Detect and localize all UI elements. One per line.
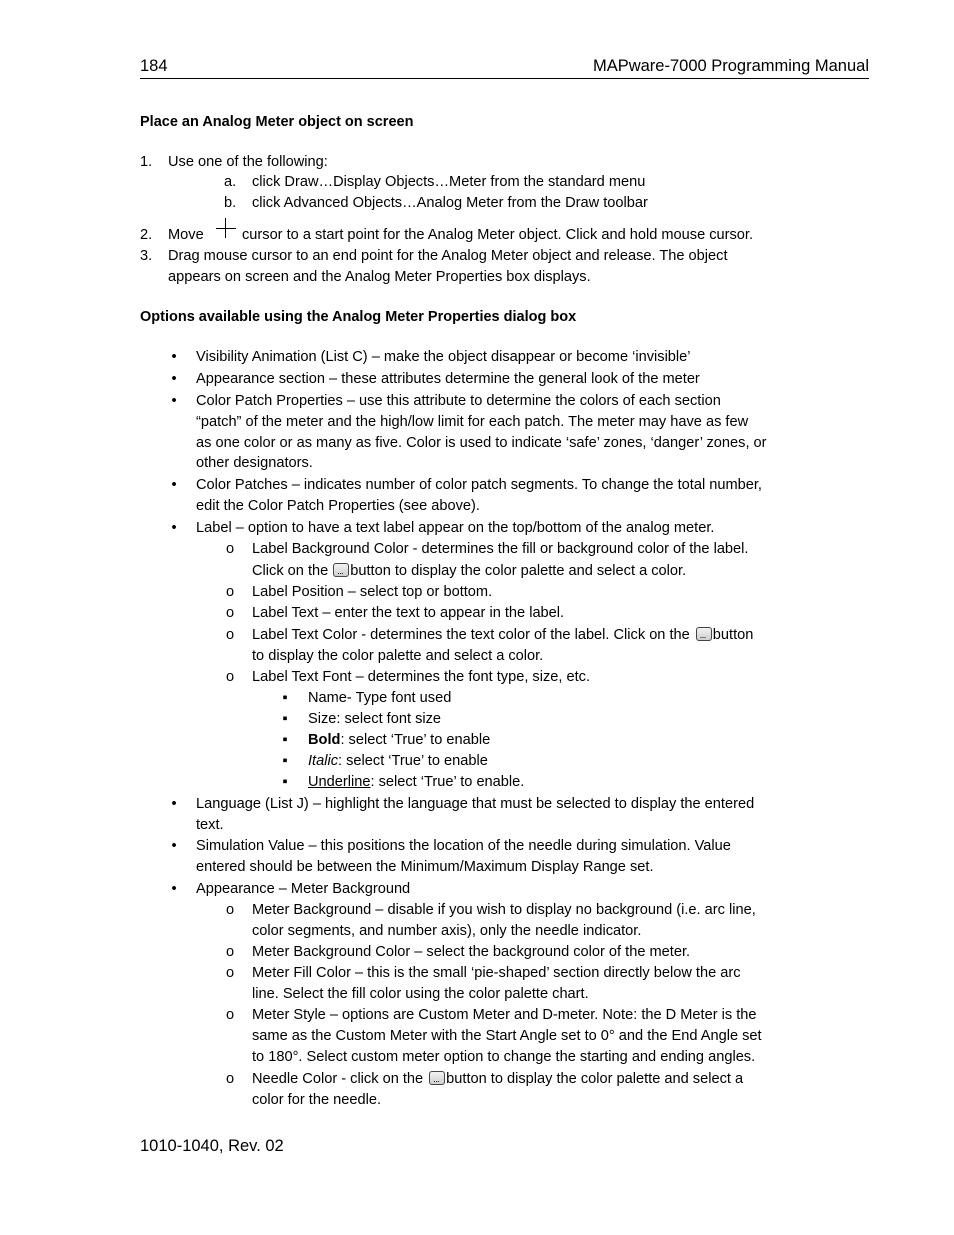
sub-bullet-text: to 180°. Select custom meter option to change the starting and ending angles. [252, 1049, 756, 1065]
sub-bullet-text: color for the needle. [252, 1092, 381, 1108]
bullet-marker: • [171, 349, 177, 365]
header-rule [140, 78, 869, 79]
italic-word: Italic [308, 753, 339, 769]
sub-bullet-text: Label Background Color - determines the fill or background color of the label. [252, 541, 749, 557]
bullet-text: entered should be between the Minimum/Maximum Display Range set. [196, 859, 654, 875]
sub-bullet-text: same as the Custom Meter with the Start Angle set to 0° and the End Angle set [252, 1028, 762, 1044]
bullet-marker: • [171, 520, 177, 536]
sub-bullet-text: Label Text – enter the text to appear in the label. [252, 605, 565, 621]
sub-bullet-text: line. Select the fill color using the color palette chart. [252, 986, 589, 1002]
crosshair-cursor-icon [216, 218, 236, 238]
underline-word: Underline [308, 774, 371, 790]
step-text-post: cursor to a start point for the Analog Meter object. Click and hold mouse cursor. [242, 227, 754, 243]
ellipsis-button-icon [696, 627, 712, 641]
circle-marker: o [225, 965, 235, 981]
sub-bullet-text: color segments, and number axis), only the needle indicator. [252, 923, 642, 939]
square-marker: ▪ [282, 732, 288, 748]
step-text: Use one of the following: [168, 154, 328, 170]
circle-marker: o [225, 902, 235, 918]
font-option-text: Name- Type font used [308, 690, 452, 706]
bullet-text: Color Patch Properties – use this attribute to determine the colors of each section [196, 393, 721, 409]
section-title-options: Options available using the Analog Meter Properties dialog box [140, 309, 577, 325]
font-option-text [308, 772, 524, 793]
bullet-text: Visibility Animation (List C) – make the object disappear or become ‘invisible’ [196, 349, 691, 365]
sub-bullet-text [252, 1069, 743, 1090]
step-text-pre: Move [168, 227, 204, 243]
step-number: 1. [140, 154, 153, 170]
bold-word: Bold [308, 732, 341, 748]
sub-bullet-text: Meter Style – options are Custom Meter and D-meter. Note: the D Meter is the [252, 1007, 757, 1023]
bullet-marker: • [171, 371, 177, 387]
text-rest: : select ‘True’ to enable [340, 732, 491, 748]
circle-marker: o [225, 944, 235, 960]
bullet-text: edit the Color Patch Properties (see above). [196, 498, 480, 514]
bullet-marker: • [171, 393, 177, 409]
circle-marker: o [225, 584, 235, 600]
page-number: 184 [140, 57, 168, 75]
substep-text: click Draw…Display Objects…Meter from the standard menu [252, 174, 646, 190]
step-number: 2. [140, 227, 153, 243]
bullet-text: Appearance – Meter Background [196, 881, 411, 897]
step-number: 3. [140, 248, 153, 264]
bullet-text: Simulation Value – this positions the location of the needle during simulation. Value [196, 838, 731, 854]
substep-text: click Advanced Objects…Analog Meter from the Draw toolbar [252, 195, 648, 211]
text-post: button [712, 627, 754, 643]
text-rest: : select ‘True’ to enable [338, 753, 488, 769]
bullet-text: text. [196, 817, 224, 833]
bullet-text: Language (List J) – highlight the language that must be selected to display the entered [196, 796, 755, 812]
sub-bullet-text: Meter Fill Color – this is the small ‘pie-shaped’ section directly below the arc [252, 965, 741, 981]
square-marker: ▪ [282, 690, 288, 706]
text-pre: Needle Color - click on the [252, 1071, 424, 1087]
sub-bullet-text: Label Position – select top or bottom. [252, 584, 493, 600]
manual-title: MAPware-7000 Programming Manual [592, 57, 869, 75]
bullet-text: Label – option to have a text label appear on the top/bottom of the analog meter. [196, 520, 715, 536]
text-pre: Click on the [252, 563, 329, 579]
bullet-text: as one color or as many as five. Color is used to indicate ‘safe’ zones, ‘danger’ zones, or [196, 435, 767, 451]
bullet-text: Color Patches – indicates number of color patch segments. To change the total number, [196, 477, 762, 493]
sub-bullet-text [252, 561, 686, 582]
circle-marker: o [225, 627, 235, 643]
circle-marker: o [225, 1007, 235, 1023]
document-number: 1010-1040, Rev. 02 [140, 1137, 284, 1155]
sub-bullet-text [252, 625, 753, 646]
bullet-marker: • [171, 796, 177, 812]
section-title-place-meter: Place an Analog Meter object on screen [140, 114, 414, 130]
bullet-marker: • [171, 477, 177, 493]
font-option-text: Size: select font size [308, 711, 442, 727]
substep-marker: b. [224, 195, 237, 211]
circle-marker: o [225, 541, 235, 557]
sub-bullet-text: Label Text Font – determines the font type, size, etc. [252, 669, 591, 685]
text-post: button to display the color palette and select a [446, 1071, 744, 1087]
text-pre: Label Text Color - determines the text color of the label. Click on the [252, 627, 690, 643]
bullet-text: other designators. [196, 455, 313, 471]
substep-marker: a. [224, 174, 237, 190]
square-marker: ▪ [282, 711, 288, 727]
bullet-text: Appearance section – these attributes determine the general look of the meter [196, 371, 700, 387]
circle-marker: o [225, 669, 235, 685]
square-marker: ▪ [282, 753, 288, 769]
bullet-marker: • [171, 881, 177, 897]
font-option-text [308, 751, 488, 772]
circle-marker: o [225, 605, 235, 621]
step-text: Drag mouse cursor to an end point for the Analog Meter object and release. The object [168, 248, 728, 264]
text-rest: : select ‘True’ to enable. [370, 774, 525, 790]
font-option-text [308, 730, 490, 751]
text-post: button to display the color palette and select a color. [350, 563, 687, 579]
bullet-text: “patch” of the meter and the high/low limit for each patch. The meter may have as few [196, 414, 749, 430]
sub-bullet-text: to display the color palette and select a color. [252, 648, 544, 664]
sub-bullet-text: Meter Background – disable if you wish to display no background (i.e. arc line, [252, 902, 756, 918]
ellipsis-button-icon [333, 563, 349, 577]
circle-marker: o [225, 1071, 235, 1087]
square-marker: ▪ [282, 774, 288, 790]
ellipsis-button-icon [429, 1071, 445, 1085]
sub-bullet-text: Meter Background Color – select the background color of the meter. [252, 944, 691, 960]
bullet-marker: • [171, 838, 177, 854]
step-text: appears on screen and the Analog Meter Properties box displays. [168, 269, 591, 285]
